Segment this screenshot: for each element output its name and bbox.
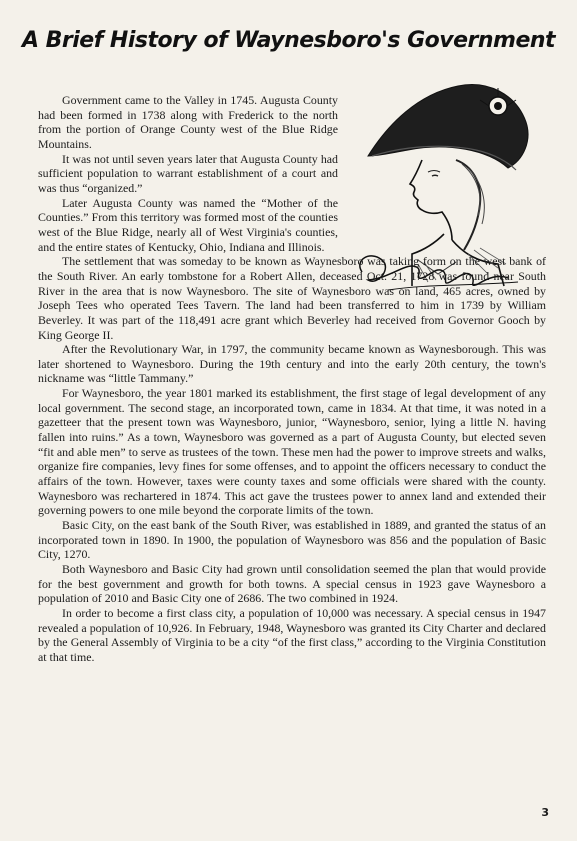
paragraph: Later Augusta County was named the “Mother of the Counties.” From this territory was formed most of the counties west of the Blue Ridge, nearly all of West Virginia's counties, and the entire states of Kentucky, Ohio, Indiana and Illinois. [38, 195, 338, 254]
paragraph: In order to become a first class city, a population of 10,000 was necessary. A special census in 1947 revealed a population of 10,926. In February, 1948, Waynesboro was granted its City Charter and declared by the General Assembly of Virginia to be a city “of the first class,” according to the Virginia Constitution at that time. [38, 605, 546, 664]
paragraph: Basic City, on the east bank of the South River, was established in 1889, and granted the status of an incorporated town in 1890. In 1900, the population of Waynesboro was 856 and the population of Basic City, 1270. [38, 518, 546, 562]
paragraph: Government came to the Valley in 1745. Augusta County had been formed in 1738 along with Frederick to the north from the portion of Orange County west of the Blue Ridge Mountains. [38, 93, 338, 151]
page-number: 3 [541, 806, 549, 819]
paragraph: It was not until seven years later that Augusta County had sufficient population to warrant establishment of a court and was thus “organized.” [38, 151, 338, 195]
paragraph: After the Revolutionary War, in 1797, the community became known as Waynesborough. This was later shortened to Waynesboro. During the 19th century and into the early 20th century, the town's nickname was “little Tammany.” [38, 342, 546, 386]
paragraph: Both Waynesboro and Basic City had grown until consolidation seemed the plan that would provide for the best government and growth for both towns. A special census in 1923 gave Waynesboro a population of 2010 and Basic City one of 2686. The two combined in 1924. [38, 562, 546, 606]
article-body [38, 93, 546, 665]
paragraph: The settlement that was someday to be known as Waynesboro was taking form on the west bank of the South River. An early tombstone for a Robert Allen, deceased Oct. 21, 1728 was found near South River in the area that is now Waynesboro. The site of Waynesboro was on land, 465 acres, owned by Joseph Tees who operated Tees Tavern. The land had been transferred to him in 1739 by William Beverley. It was part of the 118,491 acre grant which Beverley had received from Governor Gooch by King George II. [38, 254, 546, 342]
paragraph: For Waynesboro, the year 1801 marked its establishment, the first stage of legal development of any local government. The second stage, an incorporated town, came in 1834. At that time, it was noted in a gazetteer that the present town was Waynesboro, junior, “Waynesboro, senior, lying a little N. having fallen into ruins.” As a town, Waynesboro was governed as a part of Augusta County, but elected seven “fit and able men” to serve as trustees of the town. These men had the power to improve streets and walks, organize fire companies, levy fines for some offenses, and to appoint the officers necessary to conduct the affairs of the town. However, taxes were county taxes and some officials were shared with the county. Waynesboro was rechartered in 1874. This act gave the trustees power to annex land and extended their governing powers to one mile beyond the corporate limits of the town. [38, 386, 546, 518]
page-title: A Brief History of Waynesboro's Government [21, 28, 556, 53]
